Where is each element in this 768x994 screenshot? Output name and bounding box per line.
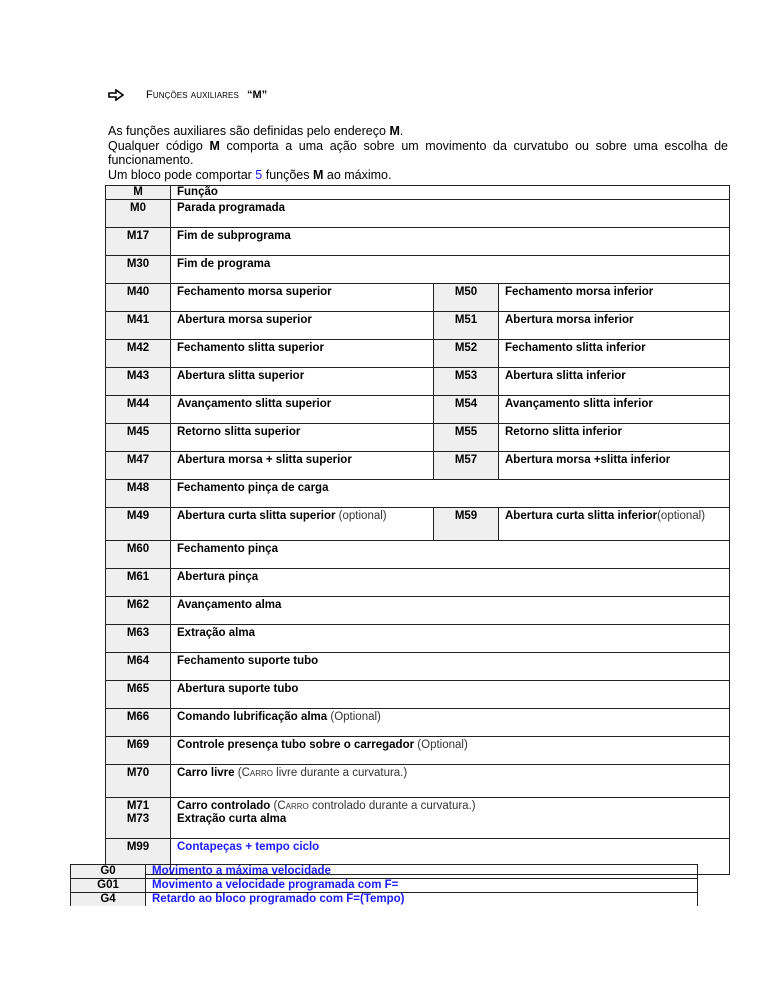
row-desc: Avançamento slitta superior xyxy=(171,396,434,424)
row-code: M63 xyxy=(106,625,171,653)
row-code: M99 xyxy=(106,839,171,875)
section-heading xyxy=(108,89,267,101)
table-row xyxy=(106,541,730,569)
row-desc-2: Fechamento morsa inferior xyxy=(499,284,730,312)
row-desc-text: Comando lubrificação alma xyxy=(177,711,328,723)
note-open: ( xyxy=(234,767,242,779)
row-desc-a xyxy=(177,800,723,813)
g-code: G4 xyxy=(71,893,146,907)
table-row xyxy=(106,480,730,508)
intro-line-2-suffix: comporta a uma ação sobre um movimento da curvatubo ou sobre uma escolha de funcionamento. xyxy=(108,138,728,167)
table-row xyxy=(106,737,730,765)
table-row xyxy=(106,396,730,424)
table-header-row xyxy=(106,186,730,200)
row-desc: Fim de subprograma xyxy=(171,228,730,256)
row-code: M42 xyxy=(106,340,171,368)
table-row xyxy=(106,452,730,480)
row-desc: Fechamento pinça xyxy=(171,541,730,569)
note-smallcaps: Carro xyxy=(241,767,273,779)
row-desc: Extração alma xyxy=(171,625,730,653)
table-row xyxy=(106,228,730,256)
row-desc: Fechamento slitta superior xyxy=(171,340,434,368)
row-code-a: M71 xyxy=(126,800,150,812)
table-row xyxy=(106,597,730,625)
table-row xyxy=(106,424,730,452)
table-row xyxy=(71,879,698,893)
table-row xyxy=(106,653,730,681)
row-desc-2-text: Abertura curta slitta inferior xyxy=(505,510,658,522)
row-code-2: M59 xyxy=(434,508,499,541)
row-code: M61 xyxy=(106,569,171,597)
section-code: “M” xyxy=(246,89,268,101)
intro-line-3-text: Um bloco pode comportar xyxy=(108,167,256,182)
section-title: Funções auxiliares xyxy=(146,89,239,101)
g-desc: Movimento a máxima velocidade xyxy=(146,865,698,879)
row-code: M41 xyxy=(106,312,171,340)
intro-line-2-bold: M xyxy=(209,138,220,153)
row-desc-b: Extração curta alma xyxy=(177,813,287,825)
row-desc: Abertura morsa + slitta superior xyxy=(171,452,434,480)
row-code: M17 xyxy=(106,228,171,256)
row-desc: Avançamento alma xyxy=(171,597,730,625)
table-row xyxy=(106,681,730,709)
g-code: G01 xyxy=(71,879,146,893)
intro-line-2 xyxy=(108,139,728,168)
row-code-2: M51 xyxy=(434,312,499,340)
row-desc-text: Carro livre xyxy=(177,767,235,779)
m-functions-table xyxy=(105,185,730,875)
optional-note: (Optional) xyxy=(414,739,468,751)
table-row xyxy=(71,865,698,879)
intro-line-1-bold: M xyxy=(389,124,400,138)
table-row xyxy=(106,200,730,228)
row-desc xyxy=(171,709,730,737)
intro-line-2-text: Qualquer código xyxy=(108,138,210,153)
table-row xyxy=(106,284,730,312)
row-code: M65 xyxy=(106,681,171,709)
row-code: M30 xyxy=(106,256,171,284)
optional-note: (Optional) xyxy=(327,711,381,723)
table-row xyxy=(106,368,730,396)
row-code: M45 xyxy=(106,424,171,452)
intro-line-3-mid: funções xyxy=(262,167,313,182)
row-desc-highlight: Contapeças + tempo ciclo xyxy=(171,839,730,875)
row-code: M47 xyxy=(106,452,171,480)
intro-line-3-suffix: ao máximo. xyxy=(323,167,392,182)
row-desc: Abertura pinça xyxy=(171,569,730,597)
g-code: G0 xyxy=(71,865,146,879)
optional-note-2: (optional) xyxy=(657,510,706,522)
table-row xyxy=(106,709,730,737)
row-desc xyxy=(171,798,730,839)
row-desc-text: Carro controlado xyxy=(177,800,271,812)
row-desc-2 xyxy=(499,508,730,541)
table-row xyxy=(106,340,730,368)
row-desc-2: Abertura morsa +slitta inferior xyxy=(499,452,730,480)
g-desc: Retardo ao bloco programado com F=(Tempo) xyxy=(146,893,698,907)
row-code: M66 xyxy=(106,709,171,737)
row-code: M60 xyxy=(106,541,171,569)
row-code-2: M52 xyxy=(434,340,499,368)
row-desc: Abertura slitta superior xyxy=(171,368,434,396)
intro-line-1-suffix: . xyxy=(399,124,404,138)
intro-max-count: 5 xyxy=(255,167,263,182)
intro-line-1-text: As funções auxiliares são definidas pelo endereço xyxy=(108,124,390,138)
row-desc-2: Abertura morsa inferior xyxy=(499,312,730,340)
row-desc xyxy=(171,508,434,541)
row-desc-2: Abertura slitta inferior xyxy=(499,368,730,396)
row-code xyxy=(106,798,171,839)
row-code-2: M57 xyxy=(434,452,499,480)
intro-line-3 xyxy=(108,168,728,183)
row-code: M0 xyxy=(106,200,171,228)
table-row xyxy=(106,508,730,541)
table-row xyxy=(71,893,698,907)
row-desc xyxy=(171,765,730,798)
row-desc: Retorno slitta superior xyxy=(171,424,434,452)
row-code: M40 xyxy=(106,284,171,312)
optional-note: (optional) xyxy=(335,510,387,522)
row-code: M44 xyxy=(106,396,171,424)
header-code: M xyxy=(106,186,171,200)
row-desc-text: Controle presença tubo sobre o carregador xyxy=(177,739,415,751)
row-code-2: M54 xyxy=(434,396,499,424)
row-code: M69 xyxy=(106,737,171,765)
note-rest: livre durante a curvatura.) xyxy=(272,767,408,779)
header-function: Função xyxy=(171,186,730,200)
g-desc: Movimento a velocidade programada com F= xyxy=(146,879,698,893)
row-code: M43 xyxy=(106,368,171,396)
row-code: M62 xyxy=(106,597,171,625)
intro-line-3-bold: M xyxy=(312,167,324,182)
table-row xyxy=(106,312,730,340)
note-rest: controlado durante a curvatura.) xyxy=(308,800,476,812)
row-desc: Abertura morsa superior xyxy=(171,312,434,340)
row-code-b: M73 xyxy=(126,813,150,825)
row-code: M64 xyxy=(106,653,171,681)
table-row xyxy=(106,765,730,798)
row-desc xyxy=(171,737,730,765)
row-desc-2: Fechamento slitta inferior xyxy=(499,340,730,368)
row-desc: Fechamento pinça de carga xyxy=(171,480,730,508)
note-open: ( xyxy=(270,800,278,812)
g-codes-table xyxy=(70,864,698,906)
row-desc: Fechamento suporte tubo xyxy=(171,653,730,681)
row-code: M48 xyxy=(106,480,171,508)
table-row xyxy=(106,625,730,653)
intro-line-1 xyxy=(108,124,728,139)
table-row xyxy=(106,798,730,839)
row-desc-2: Retorno slitta inferior xyxy=(499,424,730,452)
row-code-2: M55 xyxy=(434,424,499,452)
row-code: M70 xyxy=(106,765,171,798)
intro-text xyxy=(108,124,728,182)
note-smallcaps: Carro xyxy=(277,800,309,812)
row-code-2: M50 xyxy=(434,284,499,312)
table-row xyxy=(106,569,730,597)
table-row xyxy=(106,256,730,284)
row-code: M49 xyxy=(106,508,171,541)
row-desc-2: Avançamento slitta inferior xyxy=(499,396,730,424)
row-desc: Abertura suporte tubo xyxy=(171,681,730,709)
row-desc: Fechamento morsa superior xyxy=(171,284,434,312)
right-arrow-outline-icon xyxy=(108,89,124,101)
row-desc-text: Abertura curta slitta superior xyxy=(177,510,336,522)
row-code-2: M53 xyxy=(434,368,499,396)
row-desc: Parada programada xyxy=(171,200,730,228)
row-desc: Fim de programa xyxy=(171,256,730,284)
